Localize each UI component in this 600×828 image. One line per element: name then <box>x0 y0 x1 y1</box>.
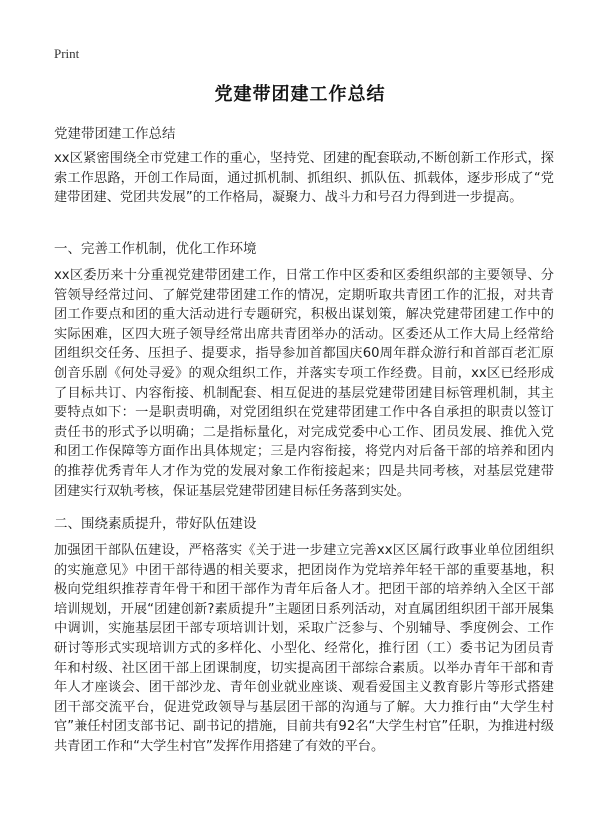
section-heading-2: 二、围绕素质提升，带好队伍建设 <box>54 516 257 532</box>
print-link[interactable]: Print <box>54 46 80 61</box>
section-heading-1: 一、完善工作机制，优化工作环境 <box>54 241 257 257</box>
section-1-paragraph: xx区委历来十分重视党建带团建工作，日常工作中区委和区委组织部的主要领导、分管领导经常过问、了解党建带团建工作的情况，定期听取共青团工作的汇报，对共青团工作要点和团的重大活动进行专题研究，积极出谋划策，解决党建带团建工作中的实际困难，区四大班子领导经常出席共青团举办的活动。区委还从工作大局上经常给团组织交任务、压担子、提要求，指导参加首都国庆60周年群众游行和首部百老汇原创音乐剧《何处寻爱》的观众组织工作，并落实专项工作经费。目前，xx区已经形成了目标共订、内容衔接、机制配套、相互促进的基层党建带团建目标管理机制，其主要特点如下：一是职责明确，对党团组织在党建带团建工作中各自承担的职责以签订责任书的形式予以明确；二是指标量化，对完成党委中心工作、团员发展、推优入党和团工作保障等方面作出具体规定；三是内容衔接，将党内对后备干部的培养和团内的推荐优秀青年人才作为党的发展对象工作衔接起来；四是共同考核，对基层党建带团建实行双轨考核，保证基层党建带团建目标任务落到实处。 <box>54 268 554 499</box>
intro-paragraph: xx区紧密围绕全市党建工作的重心，坚持党、团建的配套联动,不断创新工作形式，探索工作思路，开创工作局面，通过抓机制、抓组织、抓队伍、抓载体，逐步形成了“党建带团建、党团共发展”的工作格局，凝聚力、战斗力和号召力得到进一步提高。 <box>54 151 554 206</box>
document-subtitle: 党建带团建工作总结 <box>54 126 176 142</box>
document-title: 党建带团建工作总结 <box>214 84 386 105</box>
section-2-paragraph: 加强团干部队伍建设，严格落实《关于进一步建立完善xx区区属行政事业单位团组织的实施意见》中团干部待遇的相关要求，把团岗作为党培养年轻干部的重要基地，积极向党组织推荐青年骨干和团干部作为青年后备人才。把团干部的培养纳入全区干部培训规划，开展“团建创新?素质提升”主题团日系列活动，对直属团组织团干部开展集中调训，实施基层团干部专项培训计划，采取广泛参与、个别辅导、季度例会、工作研讨等形式实现培训方式的多样化、小型化、经常化，推行团（工）委书记为团员青年和村级、社区团干部上团课制度，切实提高团干部综合素质。以举办青年干部和青年人才座谈会、团干部沙龙、青年创业就业座谈、观看爱国主义教育影片等形式搭建团干部交流平台，促进党政领导与基层团干部的沟通与了解。大力推行由“大学生村官”兼任村团支部书记、副书记的措施，目前共有92名“大学生村官”任职，为推进村级共青团工作和“大学生村官”发挥作用搭建了有效的平台。 <box>54 543 554 754</box>
